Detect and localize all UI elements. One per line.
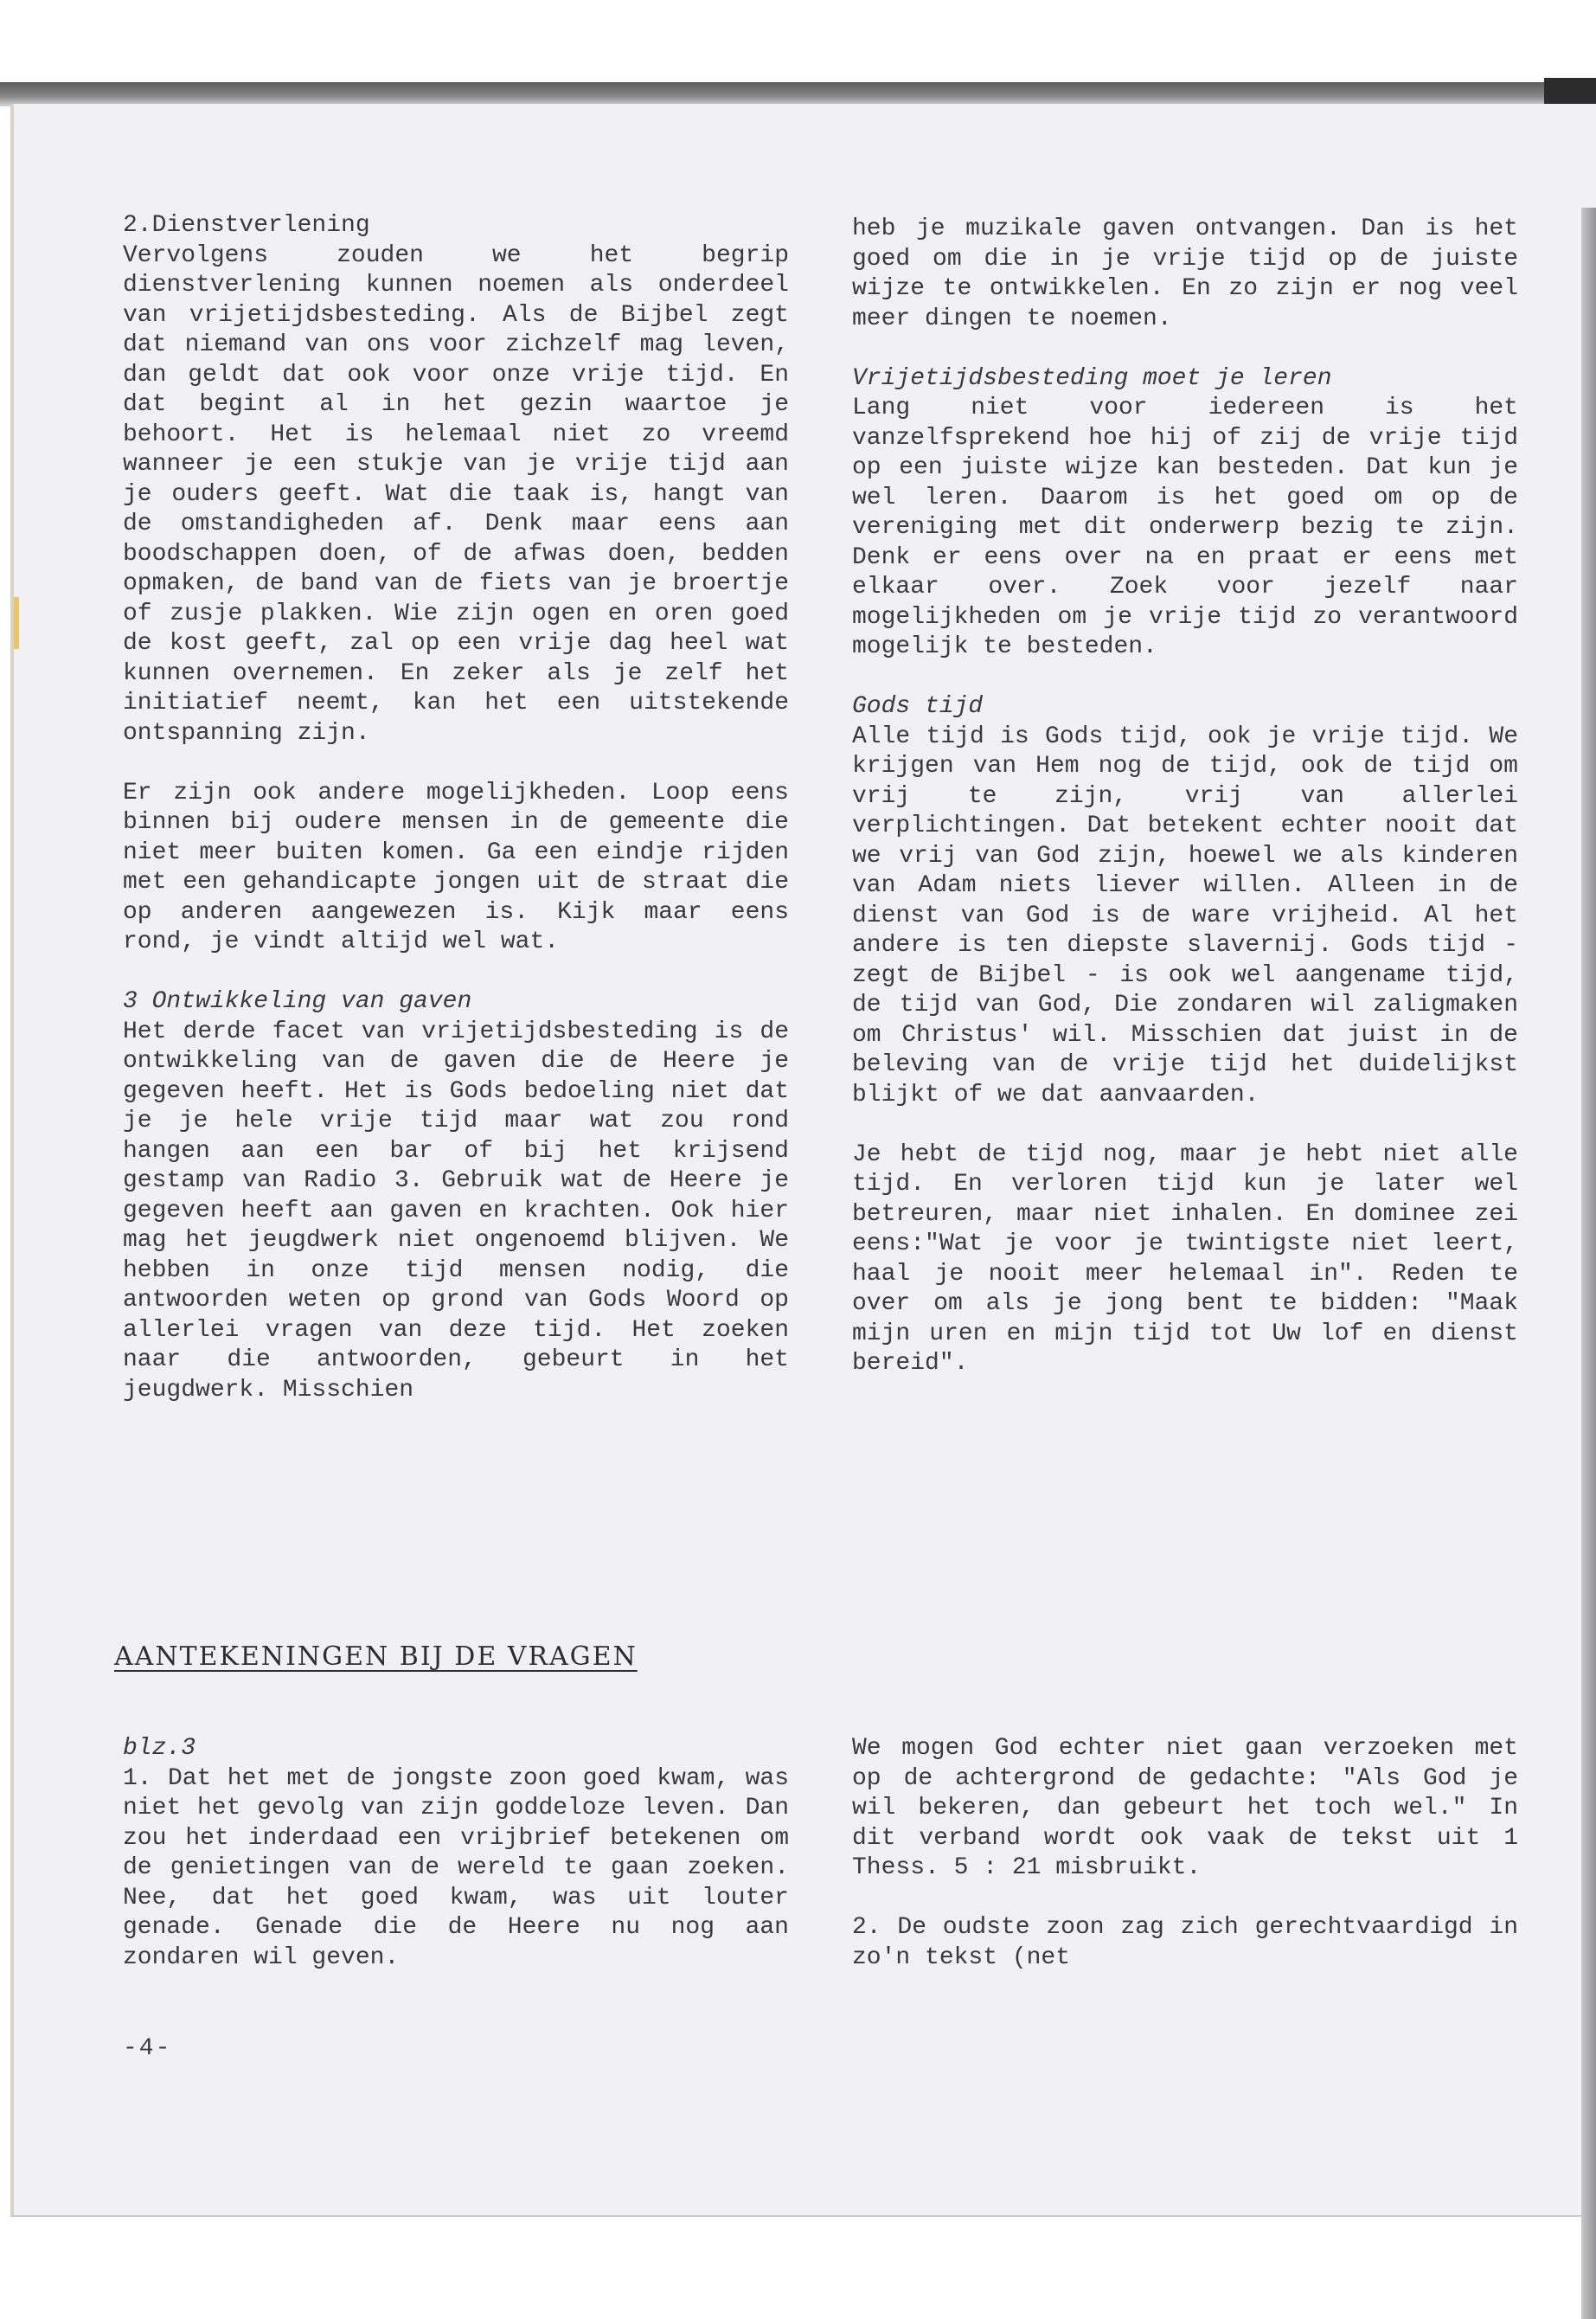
section-heading-dienstverlening: 2.Dienstverlening xyxy=(123,212,370,239)
paragraph-ontwikkeling: Het derde facet van vrijetijdsbesteding is de ontwikkeling van de gaven die de Heere je gegeven heeft. Het is Gods bedoeling niet dat je je hele vrije tijd maar wat zou rond hangen aan een bar of bij het krijsend gestamp van Radio 3. Gebruik wat de Heere je gegeven heeft aan gaven en krachten. Ook hier mag het jeugdwerk niet ongenoemd blijven. We hebben in onze tijd mensen nodig, die antwoorden weten op grond van Gods Woord op allerlei vragen van deze tijd. Het zoeken naar die antwoorden, gebeurt in het jeugdwerk. Misschien xyxy=(123,1018,789,1404)
section-heading-ontwikkeling: 3 Ontwikkeling van gaven xyxy=(123,988,472,1015)
section-heading-leren: Vrijetijdsbesteding moet je leren xyxy=(852,364,1332,392)
paragraph-dienstverlening: Vervolgens zouden we het begrip dienstverlening kunnen noemen als onderdeel van vrijetijdsbesteding. Als de Bijbel zegt dat niemand van ons voor zichzelf mag leven, dan geldt dat ook voor onze vrije tijd. En dat begint al in het gezin waartoe je behoort. Het is helemaal niet zo vreemd wanneer je een stukje van je vrije tijd aan je ouders geeft. Wat die taak is, hangt van de omstandigheden af. Denk maar eens aan boodschappen doen, of de afwas doen, bedden opmaken, de band van de fiets van je broertje of zusje plakken. Wie zijn ogen en oren goed de kost geeft, zal op een vrije dag heel wat kunnen overnemen. En zeker als je zelf het initiatief neemt, kan het een uitstekende ontspanning zijn. xyxy=(123,241,789,747)
notes-column-right xyxy=(852,1734,1518,1973)
paragraph-tijd-nog: Je hebt de tijd nog, maar je hebt niet alle tijd. En verloren tijd kun je later wel betreuren, maar niet inhalen. En dominee zei eens:"Wat je voor je twintigste niet leert, haal je nooit meer helemaal in". Reden te over om als je jong bent te bidden: "Maak mijn uren en mijn tijd tot Uw lof en dienst bereid". xyxy=(852,1140,1518,1377)
column-right xyxy=(852,215,1518,1379)
margin-marker xyxy=(14,597,19,649)
section-heading-gods-tijd: Gods tijd xyxy=(852,693,984,720)
page-binding-shadow xyxy=(1581,208,1596,2319)
page-number: -4- xyxy=(123,2035,172,2062)
paragraph-gods-tijd: Alle tijd is Gods tijd, ook je vrije tijd. We krijgen van Hem nog de tijd, ook de tijd om vrij te zijn, vrij van allerlei verplichtingen. Dat betekent echter nooit dat we vrij van God zijn, hoewel we als kinderen van Adam niets liever willen. Alleen in de dienst van God is de ware vrijheid. Al het andere is ten diepste slavernij. Gods tijd - zegt de Bijbel - is ook wel aangename tijd, de tijd van God, Die zondaren wil zaligmaken om Christus' wil. Misschien dat juist in de beleving van de vrije tijd het duidelijkst blijkt of we dat aanvaarden. xyxy=(852,723,1518,1108)
notes-page-reference: blz.3 xyxy=(123,1735,196,1762)
paragraph-muzikale-gaven: heb je muzikale gaven ontvangen. Dan is het goed om die in je vrije tijd op de juiste wijze te ontwikkelen. En zo zijn er nog veel meer dingen te noemen. xyxy=(852,215,1518,332)
notes-title: AANTEKENINGEN BIJ DE VRAGEN xyxy=(114,1641,638,1672)
paragraph-mogelijkheden: Er zijn ook andere mogelijkheden. Loop eens binnen bij oudere mensen in de gemeente die niet meer buiten komen. Ga een eindje rijden met een gehandicapte jongen uit de straat die op anderen aangewezen is. Kijk maar eens rond, je vindt altijd wel wat. xyxy=(123,779,789,955)
paragraph-leren: Lang niet voor iedereen is het vanzelfsprekend hoe hij of zij de vrije tijd op een juiste wijze kan besteden. Dat kun je wel leren. Daarom is het goed om op de vereniging met dit onderwerp bezig te zijn. Denk er eens over na en praat er eens met elkaar over. Zoek voor jezelf naar mogelijkheden om je vrije tijd zo verantwoord mogelijk te besteden. xyxy=(852,395,1518,660)
column-left xyxy=(123,211,789,1405)
scan-top-edge xyxy=(0,82,1596,106)
notes-column-left xyxy=(123,1734,789,1973)
note-1: 1. Dat het met de jongste zoon goed kwam, was niet het gevolg van zijn goddeloze leven. Dan zou het inderdaad een vrijbrief betekenen om de genietingen van de wereld te gaan zoeken. Nee, dat het goed kwam, was uit louter genade. Genade die de Heere nu nog aan zondaren wil geven. xyxy=(123,1764,789,1971)
note-continuation: We mogen God echter niet gaan verzoeken met op de achtergrond de gedachte: "Als God je wil bekeren, dan gebeurt het toch wel." In dit verband wordt ook vaak de tekst uit 1 Thess. 5 : 21 misbruikt. xyxy=(852,1735,1518,1881)
note-2: 2. De oudste zoon zag zich gerechtvaardigd in zo'n tekst (net xyxy=(852,1914,1518,1971)
